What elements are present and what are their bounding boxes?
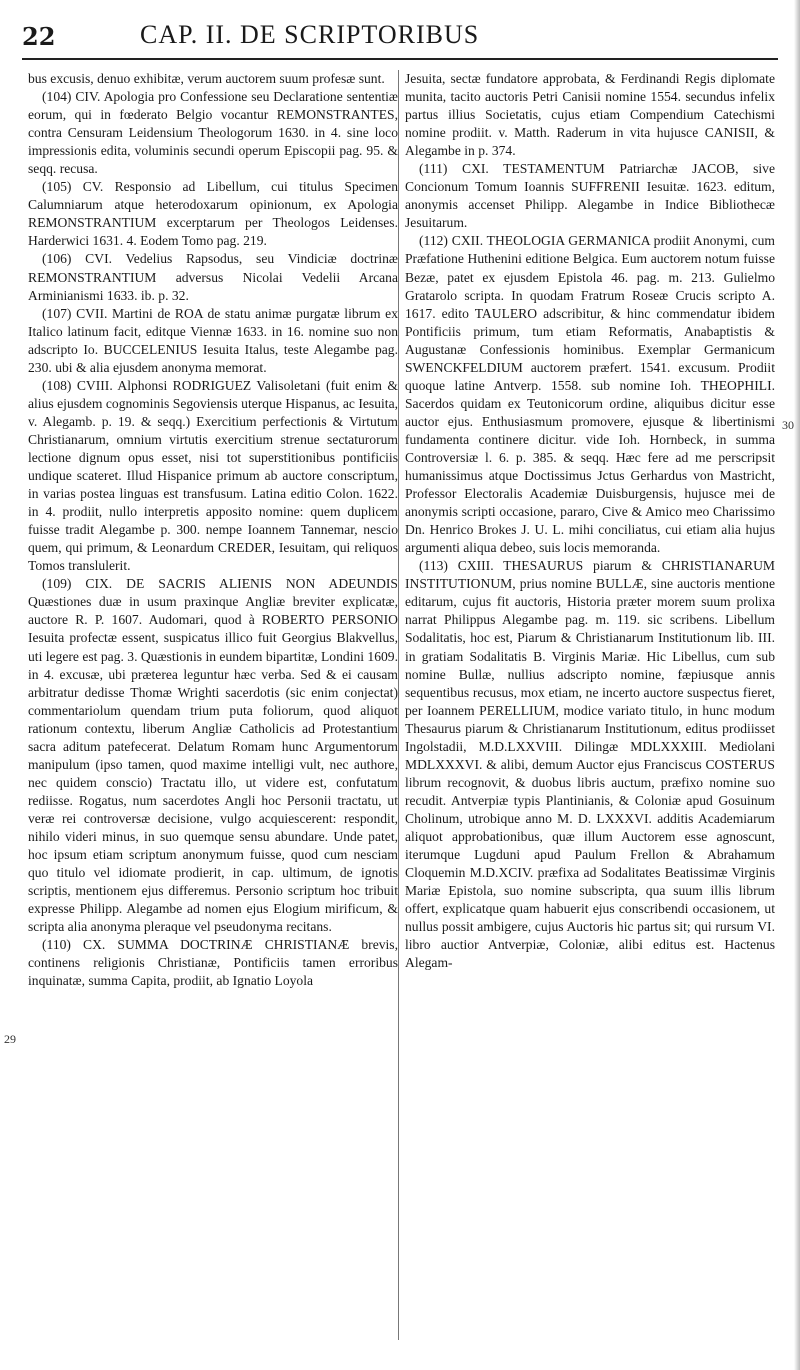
catalog-entry: (108) CVIII. Alphonsi RODRIGUEZ Valisoletani (fuit enim & alius ejusdem cognominis Segoviensis uterque Hispanus, ac Iesuita, v. Alegamb. p. 19. & seqq.) Exercitium perfectionis & Virtutum Christianarum, omnium virtutis exercitium strenue sectaturorum lectione dignum opus esset, nisi tot superstitionibus pontificiis undique scateret. Illud Hispanice primum ab auctore conscriptum, in varias postea linguas est transfusum. Latina editio Colon. 1622. in 4. prodiit, nullo interpretis apposito nomine: quem duplicem fuisse tradit Alegambe p. 300. nempe Ioannem Tannemar, nescio quem, qui primum, & Leonardum CREDER, Iesuitam, qui reliquos Tomos translulerit. [28, 377, 398, 574]
catalog-entry: (110) CX. SUMMA DOCTRINÆ CHRISTIANÆ brevis, continens religionis Christianæ, Pontificiis tamen erroribus inquinatæ, summa Capita, prodiit, ab Ignatio Loyola [28, 937, 398, 989]
margin-note-right: 30 [782, 418, 794, 432]
catalog-entry: (109) CIX. DE SACRIS ALIENIS NON ADEUNDIS Quæstiones duæ in usum praxinque Angliæ breviter explicatæ, auctore R. P. 1607. Audomari, quod à ROBERTO PERSONIO Iesuita profectæ essent, suspicatus illico fuit Georgius Blakvellus, uti legere est pag. 3. Quæstionis in eundem bipartitæ, Londini 1609. in 4. excusæ, ubi præterea leguntur hæc verba. Sed & ei causam arbitratur dedisse Thomæ Wrighti sacerdotis (sic enim conjectat) commentariolum quendam trium puta foliorum, quod aliquot rationum contextu, liberum Angliæ Catholicis ad Protestantium sacra aditum patefecerat. Delatum Romam hunc Argumentorum manipulum (ipso tamen, quod maxime intelligi vult, nec authore, nec quidem conscio) Tractatu illo, ut videre est, confutatum rediisse. Rogatus, num sacerdotes Angli hoc Personii tractatu, ut veræ rei controversæ decisione, vulgo acquiescerent: respondit, nihilo videri minus, in suo quemque sensu abundare. Unde patet, hoc ipsum etiam scriptum anonymum fuisse, quod cum nesciam quo titulo vel idiomate prodierit, in cap. ultimum, de ignotis scriptis, mentionem ejus differemus. Personio scriptum hoc tribuit expresse Philipp. Alegambe ad nomen ejus Elogium mirificum, & scripta alia anonyma pleraque vel pseudonyma recitans. [28, 576, 398, 935]
page-edge-shadow [794, 0, 800, 1370]
catalog-entry: (107) CVII. Martini de ROA de statu animæ purgatæ librum ex Italico latinum facit, editque Viennæ 1633. in 16. nomine suo non adscripto Io. BUCCELENIUS Iesuita Italus, teste Alegambe pag. 230. ubi & alia ejusdem anonyma memorat. [28, 305, 398, 375]
catalog-entry: (113) CXIII. THESAURUS piarum & CHRISTIANARUM INSTITUTIONUM, prius nomine BULLÆ, sine auctoris mentione editarum, cujus fit auctoris, Historia præter morem suum prolixa narrat Philippus Alegambe pag. m. 119. sic scribens. Libellum Sodalitatis, hoc est, Piarum & Christianarum Institutionum lib. III. in gratiam Sodalitatis B. Virginis Mariæ. Hic Libellus, cum sub nomine Bullæ, nullius adscripto nomine, fæpiusque annis sequentibus recusus, mox etiam, ne incerto auctore suspectus fieret, per Ioannem PERELLIUM, modice variato titulo, in hunc modum Thesaurus piarum & Christianarum Institutionum, editus prodiisset Ingolstadii, M.D.LXXVIII. Dilingæ MDLXXXIII. Mediolani MDLXXXVI. & alibi, demum Auctor ejus Franciscus COSTERUS librum recognovit, & duobus libris auctum, præfixo nomine suo recudit. Antverpiæ typis Plantinianis, & Coloniæ apud Gosuinum Cholinum, utrobique anno M. D. LXXXVI. additis Academiarum aliquot approbationibus, quæ illum Auctorem esse agnoscunt, iterumque Lugduni apud Paulum Frellon & Abrahamum Cloquemin M.D.XCIV. præfixa ad Sodalitates Beatissimæ Virginis Mariæ Epistola, suo nomine subscripta, qua suum illis librum offert, explicatque quam habuerit ejus conscribendi occasionem, ut nullus possit ambigere, cujus Auctoris hic partus sit; qui rursum VI. libro auctior Antverpiæ, Coloniæ, alibi editus est. Hactenus Alegam- [405, 558, 775, 971]
catalog-entry: (104) CIV. Apologia pro Confessione seu Declaratione sententiæ eorum, qui in fœderato Belgio vocantur REMONSTRANTES, contra Censuram Leidensium Theologorum 1630. in 4. sine loco impressionis edita, voluminis secundi operum Episcopii pag. 95. & seqq. recusa. [28, 89, 398, 177]
page-number: 22 [22, 22, 56, 51]
column-divider [398, 70, 399, 1340]
running-title: CAP. II. DE SCRIPTORIBUS [140, 20, 480, 49]
catalog-entry: (106) CVI. Vedelius Rapsodus, seu Vindiciæ doctrinæ REMONSTRANTIUM adversus Nicolai Vedelii Arcana Arminianismi 1633. ib. p. 32. [28, 251, 398, 303]
left-column [28, 70, 398, 1360]
continued-paragraph: bus excusis, denuo exhibitæ, verum auctorem suum profesæ sunt. [28, 71, 385, 86]
catalog-entry: (105) CV. Responsio ad Libellum, cui titulus Specimen Calumniarum atque heterodoxarum opinionum, ex Apologia REMONSTRANTIUM excerptarum per Theologos Leidenses. Harderwici 1631. 4. Eodem Tomo pag. 219. [28, 179, 398, 249]
page-header [22, 14, 778, 60]
margin-note-left: 29 [4, 1032, 16, 1046]
catalog-entry: (112) CXII. THEOLOGIA GERMANICA prodiit Anonymi, cum Præfatione Huthenini editione Belgica. Eum auctorem notum fuisse Bezæ, patet ex ejusdem Epistola 46. pag. m. 213. Gulielmo Gratarolo scripta. In quodam Fratrum Roseæ Crucis scripto A. 1617. edito TAULERO adscribitur, & hinc commendatur ibidem Pontificiis primum, tum etiam Reformatis, Anabaptistis & Augustanæ Confessionis hominibus. Exemplar Germanicum SWENCKFELDIUM auctorem præfert. 1541. excusum. Prodiit quoque latine Antverp. 1558. sub nomine Ioh. THEOPHILI. Sacerdos quidam ex Teutonicorum ordine, aliquibus dicitur esse auctor ejus. Enthusiasmum promovere, ejusque & libertinismi fundamenta continere dicitur. vide Ioh. Hornbeck, in summa Controversiæ l. 6. p. 385. & seqq. Hæc fere ad me perscripsit humanissimus atque Doctissimus Jctus Gerhardus von Mastricht, Professor Electoralis Academiæ Duisburgensis, hujusce mei de anonymis scripti occasione, pararo, Cive & Amico meo Charissimo Dn. Henrico Brokes J. U. L. mihi conciliatus, cui etiam alia hujus argumenti aliqua debeo, suis locis memoranda. [405, 233, 775, 556]
continued-paragraph: Jesuita, sectæ fundatore approbata, & Ferdinandi Regis diplomate munita, tacito auctoris Petri Canisii nomine 1554. secundus infelix partus illius Societatis, cujus etiam Compendium Catechismi nomine prodiit. v. Matth. Raderum in vita hujusce CANISII, & Alegambe in p. 374. [405, 71, 775, 159]
catalog-entry: (111) CXI. TESTAMENTUM Patriarchæ JACOB, sive Concionum Tomum Ioannis SUFFRENII Iesuitæ. 1623. editum, anonymis accenset Philipp. Alegambe in Indice Bibliothecæ Jesuitarum. [405, 161, 775, 231]
right-column [405, 70, 775, 1360]
